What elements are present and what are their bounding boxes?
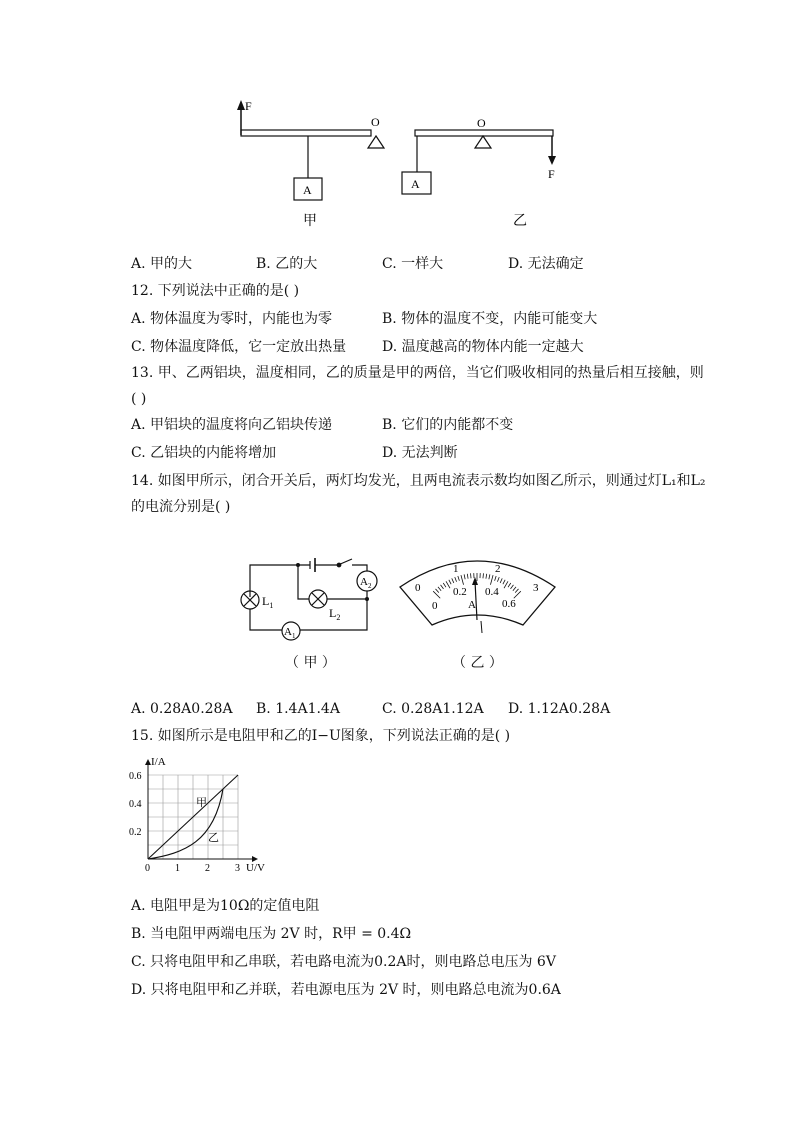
x-tick-label: 2 <box>205 863 210 874</box>
q13-stem: 13. 甲、乙两铝块，温度相同，乙的质量是甲的两倍，当它们吸收相同的热量后相互接触，则 <box>131 365 704 381</box>
meter2-sub: 2 <box>367 582 372 590</box>
q11-option-c: C. 一样大 <box>382 256 444 272</box>
dial-tick <box>483 573 484 578</box>
dial-tick <box>441 585 444 589</box>
x-tick-label: 0 <box>145 863 150 874</box>
dial-tick <box>508 583 511 587</box>
q12-option-d: D. 温度越高的物体内能一定越大 <box>382 339 584 355</box>
dial-tick <box>433 591 440 598</box>
lever-figure <box>225 90 565 240</box>
dial-tick <box>504 581 508 588</box>
dial-tick <box>438 587 441 591</box>
lamp2-sub: 2 <box>336 613 341 622</box>
x-tick-label: 1 <box>175 863 180 874</box>
meter2-label: A <box>360 576 368 588</box>
lamp2-label: L <box>329 606 337 620</box>
x-tick-label: 3 <box>235 863 240 874</box>
q14-option-d: D. 1.12A0.28A <box>508 701 611 717</box>
block-label-left: A <box>303 183 312 197</box>
dial-caption: （ 乙 ） <box>452 655 503 671</box>
q14-option-c: C. 0.28A1.12A <box>382 701 484 717</box>
q14-option-a: A. 0.28A0.28A <box>131 701 233 717</box>
dial-tick <box>489 574 490 579</box>
dial-unit: A <box>468 599 476 611</box>
dial-tick <box>446 581 450 588</box>
q15-option-c: C. 只将电阻甲和乙串联，若电路电流为0.2A时，则电路总电压为 6V <box>131 954 556 970</box>
lamp1-sub: 1 <box>269 601 274 610</box>
lever-left <box>237 99 384 200</box>
ammeter-dial <box>395 555 560 655</box>
dial-tick <box>464 574 465 579</box>
q13-option-b: B. 它们的内能都不变 <box>382 417 514 433</box>
q11-option-d: D. 无法确定 <box>508 256 584 272</box>
dial-tick <box>503 580 505 584</box>
series-label-1: 甲 <box>196 796 207 809</box>
dial-lower-0: 0 <box>432 600 438 612</box>
block-label-right: A <box>411 177 420 191</box>
q12-option-c: C. 物体温度降低，它一定放出热量 <box>131 339 347 355</box>
dial-upper-3: 3 <box>533 582 539 594</box>
dial-tick <box>449 580 451 584</box>
lever-right <box>402 116 556 194</box>
circuit-diagram <box>230 555 390 650</box>
lever-left-caption: 甲 <box>303 214 317 229</box>
dial-lower-3: 0.6 <box>502 598 516 610</box>
dial-tick <box>471 573 472 578</box>
q13-stem-line2: ( ) <box>131 391 147 407</box>
meter1-sub: 1 <box>291 632 296 640</box>
svg-text:L1 <box>262 594 273 610</box>
y-axis-label: I/A <box>151 756 166 768</box>
dial-tick <box>443 583 446 587</box>
q12-option-b: B. 物体的温度不变，内能可能变大 <box>382 311 598 327</box>
q12-option-a: A. 物体温度为零时，内能也为零 <box>131 311 333 327</box>
q11-option-b: B. 乙的大 <box>256 256 318 272</box>
q13-option-c: C. 乙铝块的内能将增加 <box>131 445 277 461</box>
svg-text:L2 <box>329 606 340 622</box>
q11-option-a: A. 甲的大 <box>131 256 193 272</box>
y-tick-label: 0.2 <box>129 827 142 838</box>
iu-chart <box>128 755 278 877</box>
y-tick-label: 0.6 <box>129 771 142 782</box>
q13-option-a: A. 甲铝块的温度将向乙铝块传递 <box>131 417 333 433</box>
force-label-left: F <box>245 99 252 113</box>
q14-option-b: B. 1.4A1.4A <box>256 701 340 717</box>
series-label-2: 乙 <box>208 831 219 844</box>
dial-tick <box>513 587 516 591</box>
lamp1-label: L <box>262 594 270 608</box>
q15-option-d: D. 只将电阻甲和乙并联，若电源电压为 2V 时，则电路总电流为0.6A <box>131 982 561 998</box>
q15-option-a: A. 电阻甲是为10Ω的定值电阻 <box>131 898 320 914</box>
q12-stem: 12. 下列说法中正确的是( ) <box>131 283 300 299</box>
dial-tick <box>452 578 454 583</box>
dial-upper-0: 0 <box>415 582 421 594</box>
dial-tick <box>497 577 499 582</box>
svg-text:A2 <box>360 576 372 590</box>
q14-stem: 14. 如图甲所示，闭合开关后，两灯均发光，且两电流表示数均如图乙所示，则通过灯L₁和L₂ <box>131 473 706 489</box>
q14-stem-line2: 的电流分别是( ) <box>131 499 231 515</box>
dial-tick <box>500 578 502 583</box>
q15-stem: 15. 如图所示是电阻甲和乙的I−U图象，下列说法正确的是( ) <box>131 728 511 744</box>
y-tick-label: 0.4 <box>129 799 142 810</box>
dial-tick <box>458 576 460 581</box>
svg-text:A1 <box>284 626 296 640</box>
circuit-caption: （ 甲 ） <box>285 655 336 671</box>
dial-tick <box>455 577 457 582</box>
meter1-label: A <box>284 626 292 638</box>
dial-tick <box>515 589 518 593</box>
dial-tick <box>467 574 468 579</box>
dial-tick <box>495 576 497 581</box>
pivot-label-right: O <box>477 116 486 130</box>
dial-upper-1: 1 <box>453 563 459 575</box>
dial-tick <box>486 574 487 579</box>
dial-tick <box>511 585 514 589</box>
lever-right-caption: 乙 <box>513 214 527 229</box>
pivot-label-left: O <box>371 115 380 129</box>
dial-upper-2: 2 <box>495 563 501 575</box>
q13-option-d: D. 无法判断 <box>382 445 458 461</box>
dial-tick <box>461 575 464 585</box>
dial-lower-2: 0.4 <box>485 586 499 598</box>
dial-lower-1: 0.2 <box>453 586 467 598</box>
dial-tick <box>436 589 439 593</box>
force-label-right: F <box>548 167 555 181</box>
x-axis-label: U/V <box>246 862 265 874</box>
q15-option-b: B. 当电阻甲两端电压为 2V 时，R甲 = 0.4Ω <box>131 926 412 942</box>
dial-tick <box>490 575 493 585</box>
